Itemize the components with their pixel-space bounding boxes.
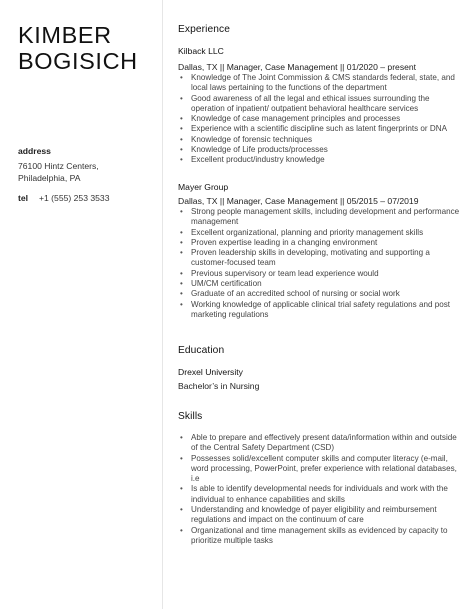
list-item: • Proven expertise leading in a changing environment	[178, 238, 460, 248]
list-item: • Organizational and time management skills as evidenced by capacity to prioritize multiple tasks	[178, 526, 460, 547]
phone-value: +1 (555) 253 3533	[39, 193, 110, 203]
list-item: • Possesses solid/excellent computer skills and computer literacy (e-mail, word processing, PowerPoint, prefer experience with relational databases, i.e	[178, 454, 460, 485]
list-item: • Excellent product/industry knowledge	[178, 155, 460, 165]
skills-bullets	[178, 433, 460, 546]
phone-row	[18, 192, 158, 204]
job-company: Mayer Group	[178, 182, 229, 192]
list-item: • UM/CM certification	[178, 279, 460, 289]
list-item: • Knowledge of The Joint Commission & CMS standards federal, state, and local laws pertaining to the functions of the department	[178, 73, 460, 94]
list-item: • Graduate of an accredited school of nursing or social work	[178, 289, 460, 299]
job-bullets	[178, 73, 460, 166]
list-item: • Previous supervisory or team lead experience would	[178, 269, 460, 279]
first-name: KIMBER	[18, 22, 112, 48]
list-item: • Good awareness of all the legal and ethical issues surrounding the operation of inpatient/ outpatient behavioral healthcare services	[178, 94, 460, 115]
list-item: • Knowledge of case management principles and processes	[178, 114, 460, 124]
list-item: • Working knowledge of applicable clinical trial safety regulations and post marketing regulations	[178, 300, 460, 321]
list-item: • Experience with a scientific discipline such as latent fingerprints or DNA	[178, 124, 460, 134]
column-divider	[162, 0, 163, 609]
degree-name: Bachelor’s in Nursing	[178, 381, 260, 391]
skills-title: Skills	[178, 411, 203, 422]
job-bullets	[178, 207, 460, 320]
experience-title: Experience	[178, 24, 230, 35]
school-name: Drexel University	[178, 367, 243, 377]
list-item: • Understanding and knowledge of payer eligibility and reimbursement regulations and impact on the continuum of care	[178, 505, 460, 526]
address-label: address	[18, 146, 51, 156]
job-meta: Dallas, TX || Manager, Case Management || 05/2015 – 07/2019	[178, 196, 419, 206]
list-item: • Knowledge of forensic techniques	[178, 135, 460, 145]
job-meta: Dallas, TX || Manager, Case Management || 01/2020 – present	[178, 62, 417, 72]
list-item: • Proven leadership skills in developing, motivating and supporting a customer-focused team	[178, 248, 460, 269]
education-title: Education	[178, 345, 225, 356]
list-item: • Able to prepare and effectively present data/information within and outside of the Central Safety Department (CSD)	[178, 433, 460, 454]
phone-label: tel	[18, 193, 29, 203]
list-item: • Knowledge of Life products/processes	[178, 145, 460, 155]
last-name: BOGISICH	[18, 48, 138, 74]
name-block	[18, 22, 153, 74]
list-item: • Strong people management skills, including development and performance management	[178, 207, 460, 228]
address-line-2: Philadelphia, PA	[18, 173, 81, 183]
job-company: Kilback LLC	[178, 46, 224, 56]
list-item: • Excellent organizational, planning and priority management skills	[178, 228, 460, 238]
address-block	[18, 145, 153, 184]
list-item: • Is able to identify developmental needs for individuals and work with the individual to enhance capabilities and skills	[178, 484, 460, 505]
address-line-1: 76100 Hintz Centers,	[18, 161, 99, 171]
